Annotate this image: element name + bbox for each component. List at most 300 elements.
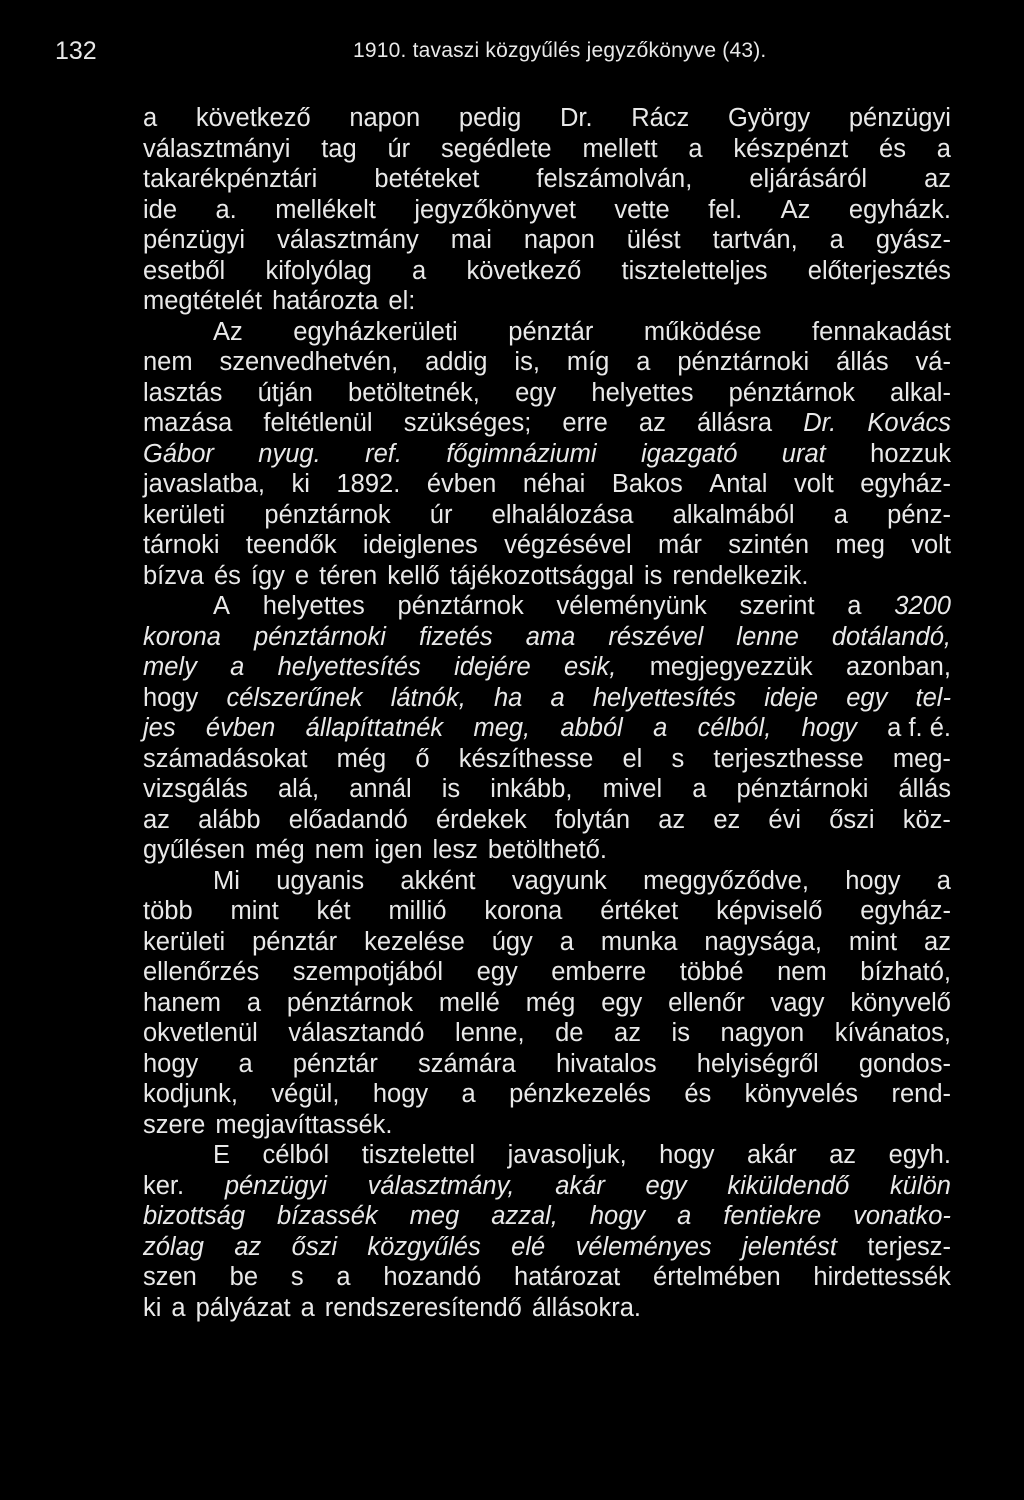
word: látnók, <box>390 683 466 712</box>
word: szerint <box>739 592 815 620</box>
word: végül, <box>271 1080 340 1108</box>
word: szintén <box>728 531 809 559</box>
text-line <box>143 286 951 317</box>
word: meggyőződve, <box>643 866 809 895</box>
text-line <box>143 805 951 836</box>
word: érdekek <box>435 805 527 834</box>
word: és <box>213 561 241 590</box>
word: határozat <box>513 1263 621 1291</box>
text-line <box>143 896 951 927</box>
text-line <box>143 469 951 500</box>
word: úgy <box>491 927 533 956</box>
word: lenne, <box>455 1019 525 1047</box>
word: akár <box>555 1171 605 1200</box>
word: főgimnáziumi <box>446 439 597 468</box>
word: választmány <box>277 226 419 254</box>
word: helyettes <box>262 592 365 620</box>
word: meg, <box>473 714 531 742</box>
word: választmány, <box>367 1171 515 1200</box>
word: hanem <box>143 988 221 1017</box>
word: pénztár <box>252 927 338 956</box>
word: tárnoki <box>143 531 220 559</box>
word: szenvedhetvén, <box>219 348 399 376</box>
word: tel- <box>915 683 951 712</box>
word: A <box>213 592 231 620</box>
word: kifolyólag <box>265 256 372 285</box>
word: a <box>238 1049 253 1078</box>
word: nagysága, <box>704 927 822 956</box>
word: pénzkezelés <box>509 1080 651 1108</box>
word: Gábor <box>143 439 214 468</box>
word: elhalálozása <box>491 500 634 529</box>
word: még <box>336 744 387 773</box>
word: pénztárnoki <box>254 622 386 651</box>
word: kezelése <box>364 927 465 956</box>
word: pénzügyi <box>143 226 246 254</box>
word: útján <box>257 378 313 407</box>
word: az <box>614 1019 641 1047</box>
word: azonban, <box>845 653 951 681</box>
word: évben <box>205 714 276 742</box>
word: Mi <box>213 866 240 895</box>
word: volt <box>793 470 834 498</box>
text-line <box>143 500 951 531</box>
word: egyház- <box>860 470 951 498</box>
word: el: <box>388 287 416 315</box>
word: készíthesse <box>458 744 594 773</box>
body-text <box>143 103 951 1323</box>
word: az <box>658 805 686 834</box>
word: akár <box>746 1141 797 1169</box>
word: előadandó <box>288 805 408 834</box>
word: könyvelés <box>744 1080 859 1108</box>
word: jelentést <box>742 1232 838 1261</box>
word: azzal, <box>491 1202 558 1230</box>
word: szere <box>143 1110 206 1139</box>
text-line <box>143 957 951 988</box>
word: az <box>143 805 170 834</box>
word: mivel <box>602 775 663 803</box>
word: a <box>300 1293 315 1322</box>
word: bízassék <box>277 1202 378 1230</box>
word: ama <box>525 622 576 651</box>
word: kodjunk, <box>143 1080 238 1108</box>
word: megtételét <box>143 287 263 315</box>
page-number: 132 <box>55 37 97 65</box>
word: működése <box>643 317 762 346</box>
word: javaslatba, <box>143 470 265 498</box>
word: a <box>230 653 245 681</box>
word: még <box>525 988 576 1017</box>
text-line <box>143 225 951 256</box>
word: kerületi <box>143 500 226 529</box>
word: tag <box>321 134 357 163</box>
text-line <box>143 1079 951 1110</box>
word: is, <box>514 348 540 376</box>
word: vá- <box>915 348 951 376</box>
text-line <box>143 1262 951 1293</box>
word: volt <box>911 531 951 559</box>
text-line <box>143 774 951 805</box>
word: mint <box>848 927 898 956</box>
word: mazása <box>143 409 233 437</box>
word: Az <box>213 317 243 346</box>
word: pénztárnok <box>286 988 414 1017</box>
word: Az <box>780 195 811 224</box>
word: fel. <box>708 195 743 224</box>
word: választmányi <box>143 134 291 163</box>
word: állás <box>836 348 889 376</box>
word: pénz- <box>887 500 951 529</box>
word: véleményünk <box>556 592 707 620</box>
word: köz- <box>902 805 951 834</box>
word: készpénzt <box>733 134 849 163</box>
word: is <box>441 775 461 803</box>
word: pénzügyi <box>848 104 951 132</box>
word: lesz <box>432 836 478 864</box>
word: többé <box>679 958 744 986</box>
word: közgyűlés <box>367 1232 481 1261</box>
word: akként <box>400 866 476 895</box>
word: hogy <box>801 714 857 742</box>
word: lenne <box>736 622 799 651</box>
word: takarékpénztári <box>143 165 318 193</box>
page-header <box>0 37 1024 73</box>
word: kerületi <box>143 927 226 956</box>
word: meg <box>835 531 885 559</box>
word: a <box>143 104 158 132</box>
word: a <box>636 348 651 376</box>
word: az <box>924 927 951 956</box>
text-line <box>143 195 951 226</box>
word: képviselő <box>716 897 823 925</box>
word: vette <box>614 195 670 224</box>
word: helyiségről <box>696 1049 819 1078</box>
text-line <box>143 103 951 134</box>
word: egy <box>515 378 557 407</box>
word: két <box>316 897 351 925</box>
word: tájékozottsággal <box>449 561 634 590</box>
word: ő <box>415 744 430 773</box>
word: alkal- <box>890 378 951 407</box>
word: 1892. <box>336 470 401 498</box>
word: és <box>879 134 906 163</box>
word: hivatalos <box>555 1049 657 1078</box>
word: a <box>688 134 703 163</box>
word: úr <box>387 134 411 163</box>
word: pénzügyi <box>224 1171 327 1200</box>
word: évben <box>426 470 497 498</box>
word: ideiglenes <box>362 531 478 559</box>
word: terjesz- <box>867 1232 951 1261</box>
word: mellékelt <box>275 195 376 224</box>
word: célból, <box>697 714 772 742</box>
word: vagyunk <box>511 866 607 895</box>
word: is <box>671 1019 690 1047</box>
word: alá, <box>278 775 320 803</box>
word: a <box>692 775 707 803</box>
word: bízva <box>143 561 204 590</box>
text-line <box>143 713 951 744</box>
word: úr <box>429 500 453 529</box>
word: míg <box>566 348 610 376</box>
word: téren <box>319 561 378 590</box>
word: György <box>727 104 811 132</box>
word: e <box>294 561 310 590</box>
word: de <box>555 1019 584 1047</box>
word: Kovács <box>867 409 951 437</box>
word: mai <box>450 226 492 254</box>
word: pénztárnok <box>264 500 391 529</box>
word: meg <box>409 1202 460 1230</box>
text-line <box>143 1293 951 1324</box>
word: még <box>255 836 305 864</box>
word: millió <box>388 897 447 925</box>
word: mellett <box>582 134 658 163</box>
word: 3200 <box>894 592 951 620</box>
word: javasoljuk, <box>507 1141 627 1169</box>
word: lasztás <box>143 378 223 407</box>
word: pénztárnoki <box>736 775 869 803</box>
word: gyűlésen <box>143 836 246 864</box>
word: a f. é. <box>887 714 951 742</box>
word: következő <box>466 256 582 285</box>
word: kiküldendő <box>727 1171 850 1200</box>
word: állásra <box>696 409 773 437</box>
word: szen <box>143 1263 197 1291</box>
word: értelmében <box>653 1263 781 1291</box>
word: ellenőrzés <box>143 958 260 986</box>
word: napon <box>349 104 421 132</box>
word: eljárásáról <box>749 165 867 193</box>
word: már <box>657 531 702 559</box>
text-line <box>143 866 951 897</box>
word: egy <box>601 988 643 1017</box>
word: ha <box>493 683 523 712</box>
word: korona <box>143 622 221 651</box>
word: pedig <box>458 104 522 132</box>
text-line <box>143 408 951 439</box>
word: felszámolván, <box>536 165 693 193</box>
word: el <box>622 744 643 773</box>
word: mellé <box>438 988 500 1017</box>
word: pénztárnoki <box>677 348 810 376</box>
word: nem <box>777 958 827 986</box>
word: Rácz <box>631 104 690 132</box>
text-line <box>143 1049 951 1080</box>
text-line <box>143 439 951 470</box>
word: okvetlenül <box>143 1019 258 1047</box>
word: értéket <box>600 897 679 925</box>
word: segédlete <box>441 134 552 163</box>
word: alább <box>198 805 261 834</box>
word: őszi <box>291 1232 338 1261</box>
text-line <box>143 927 951 958</box>
word: állás <box>898 775 951 803</box>
word: hogy <box>845 866 901 895</box>
word: határozta <box>272 287 379 315</box>
word: a <box>936 134 951 163</box>
word: teendők <box>245 531 337 559</box>
word: esik, <box>563 653 617 681</box>
word: következő <box>195 104 311 132</box>
word: hirdettessék <box>813 1263 951 1291</box>
word: betölthető. <box>487 836 607 864</box>
word: erre <box>562 409 608 437</box>
word: könyvelő <box>850 988 951 1017</box>
word: helyettes <box>591 378 694 407</box>
word: elé <box>511 1232 546 1261</box>
word: s <box>671 744 685 773</box>
word: célból <box>262 1141 330 1169</box>
word: bízható, <box>860 958 951 986</box>
text-line <box>143 1171 951 1202</box>
word: állapíttatnék <box>305 714 444 742</box>
word: betéteket <box>374 165 480 193</box>
text-line <box>143 378 951 409</box>
word: szükséges; <box>403 409 532 437</box>
word: nem <box>314 836 365 864</box>
word: célszerűnek <box>226 683 363 712</box>
word: az <box>924 165 951 193</box>
word: szempotjából <box>292 958 444 986</box>
word: ez <box>713 805 741 834</box>
word: az <box>829 1141 857 1169</box>
word: jegyzőkönyvet <box>414 195 576 224</box>
text-line <box>143 835 951 866</box>
word: így <box>250 561 285 590</box>
word: a <box>550 683 565 712</box>
word: egyházk. <box>848 195 951 224</box>
word: idejére <box>454 653 531 681</box>
word: zólag <box>143 1232 204 1261</box>
word: pénztárnok <box>728 378 855 407</box>
word: feltétlenül <box>263 409 373 437</box>
word: néhai <box>522 470 586 498</box>
text-line <box>143 1232 951 1263</box>
word: hogy <box>143 683 199 712</box>
word: tartván, <box>712 226 798 254</box>
word: is <box>643 561 663 590</box>
word: állásokra. <box>531 1293 641 1322</box>
word: E <box>213 1141 231 1169</box>
word: gondos- <box>858 1049 951 1078</box>
word: betöltetnék, <box>348 378 480 407</box>
word: folytán <box>554 805 631 834</box>
word: megjavíttassék. <box>215 1110 393 1139</box>
word: addig <box>425 348 488 376</box>
word: tisztelettel <box>361 1141 476 1169</box>
word: be <box>229 1263 259 1291</box>
word: napon <box>523 226 595 254</box>
word: kívánatos, <box>834 1019 951 1047</box>
text-line <box>143 652 951 683</box>
word: helyettesítés <box>277 653 421 681</box>
word: ki <box>143 1293 162 1322</box>
word: vonatko- <box>853 1202 951 1230</box>
word: igazgató <box>640 439 738 468</box>
word: egyház- <box>860 897 951 925</box>
word: nem <box>143 348 193 376</box>
word: fizetés <box>418 622 493 651</box>
word: ki <box>291 470 310 498</box>
word: hogy <box>589 1202 646 1230</box>
word: hogy <box>659 1141 715 1169</box>
word: ideje <box>764 683 819 712</box>
word: emberre <box>551 958 647 986</box>
word: végzésével <box>504 531 632 559</box>
word: ülést <box>626 226 681 254</box>
word: ref. <box>365 439 402 468</box>
word: nagyon <box>720 1019 805 1047</box>
text-line <box>143 347 951 378</box>
word: a <box>677 1202 692 1230</box>
word: a <box>847 592 862 620</box>
word: évi <box>768 805 802 834</box>
text-line <box>143 744 951 775</box>
word: gyász- <box>875 226 951 254</box>
word: ide <box>143 195 178 224</box>
word: ugyanis <box>276 866 365 895</box>
text-line <box>143 317 951 348</box>
word: előterjesztés <box>807 256 951 285</box>
text-line <box>143 1140 951 1171</box>
word: esetből <box>143 256 226 285</box>
word: rendelkezik. <box>672 561 809 590</box>
word: pénztárnok <box>397 592 524 620</box>
word: vagy <box>770 988 825 1017</box>
word: nyug. <box>258 439 321 468</box>
word: korona <box>484 897 563 925</box>
word: annál <box>349 775 412 803</box>
word: pénztár <box>292 1049 378 1078</box>
word: hogy <box>372 1080 429 1108</box>
text-line <box>143 256 951 287</box>
word: mint <box>230 897 279 925</box>
word: vizsgálás <box>143 775 248 803</box>
text-line <box>143 1110 951 1141</box>
word: őszi <box>829 805 875 834</box>
word: Bakos <box>611 470 683 498</box>
word: választandó <box>288 1019 425 1047</box>
word: a <box>833 500 848 529</box>
word: részével <box>608 622 704 651</box>
word: egyházkerületi <box>293 317 458 346</box>
word: rendszeresítendő <box>324 1293 522 1322</box>
word: számadásokat <box>143 744 308 773</box>
word: a <box>246 988 262 1017</box>
text-line <box>143 164 951 195</box>
text-line <box>143 530 951 561</box>
word: pénztár <box>508 317 594 346</box>
word: az <box>638 409 666 437</box>
word: a <box>559 927 574 956</box>
word: fennakadást <box>812 317 951 346</box>
word: Dr. <box>559 104 593 132</box>
text-line <box>143 1018 951 1049</box>
word: egy <box>846 683 888 712</box>
word: inkább, <box>490 775 573 803</box>
word: a <box>461 1080 476 1108</box>
word: s <box>290 1263 304 1291</box>
word: fentiekre <box>723 1202 822 1230</box>
word: az <box>234 1232 262 1261</box>
word: egy <box>476 958 518 986</box>
text-line <box>143 622 951 653</box>
word: a <box>412 256 427 285</box>
text-line <box>143 1201 951 1232</box>
word: Dr. <box>803 409 837 437</box>
